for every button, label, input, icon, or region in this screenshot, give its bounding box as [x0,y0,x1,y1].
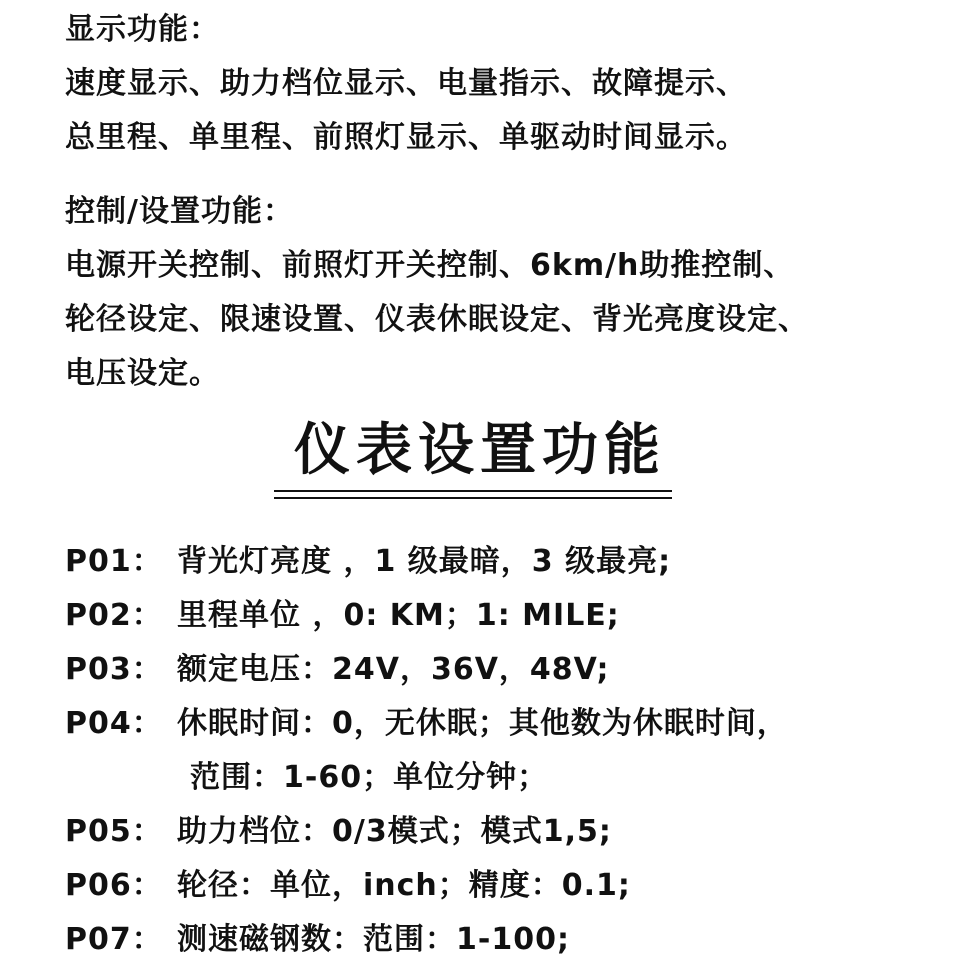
param-code: P02： [65,598,163,633]
param-row-p01 [65,542,671,582]
param-desc: 休眠时间：0，无休眠；其他数为休眠时间， [177,706,788,741]
param-row-p06 [65,866,631,906]
param-desc: 额定电压：24V，36V，48V; [177,652,610,687]
param-p04-continuation: 范围：1-60；单位分钟； [190,760,549,795]
param-row-p05 [65,812,612,852]
display-line-1: 速度显示、助力档位显示、电量指示、故障提示、 [65,66,747,101]
param-code: P07： [65,922,163,957]
param-row-p04 [65,704,788,744]
param-row-p02 [65,596,620,636]
param-row-p03 [65,650,610,690]
param-code: P05： [65,814,163,849]
param-code: P03： [65,652,163,687]
param-desc: 测速磁钢数：范围：1-100; [177,922,570,957]
param-code: P06： [65,868,163,903]
param-desc: 轮径：单位，inch；精度：0.1; [177,868,631,903]
param-code: P04： [65,706,163,741]
param-desc: 里程单位 ，0: KM；1: MILE; [177,598,620,633]
control-line-2: 轮径设定、限速设置、仪表休眠设定、背光亮度设定、 [65,302,809,337]
title-underline-top [274,490,672,492]
display-heading: 显示功能： [65,12,220,47]
display-line-2: 总里程、单里程、前照灯显示、单驱动时间显示。 [65,120,747,155]
title-underline-bottom [274,497,672,499]
meter-settings-title: 仪表设置功能 [294,418,666,483]
param-code: P01： [65,544,163,579]
control-heading: 控制/设置功能： [65,194,294,229]
control-line-3: 电压设定。 [65,356,220,391]
param-row-p07 [65,920,570,960]
param-desc: 助力档位：0/3模式；模式1,5; [177,814,612,849]
param-desc: 背光灯亮度 ，1 级最暗，3 级最亮; [177,544,672,579]
control-line-1: 电源开关控制、前照灯开关控制、6km/h助推控制、 [65,248,795,283]
